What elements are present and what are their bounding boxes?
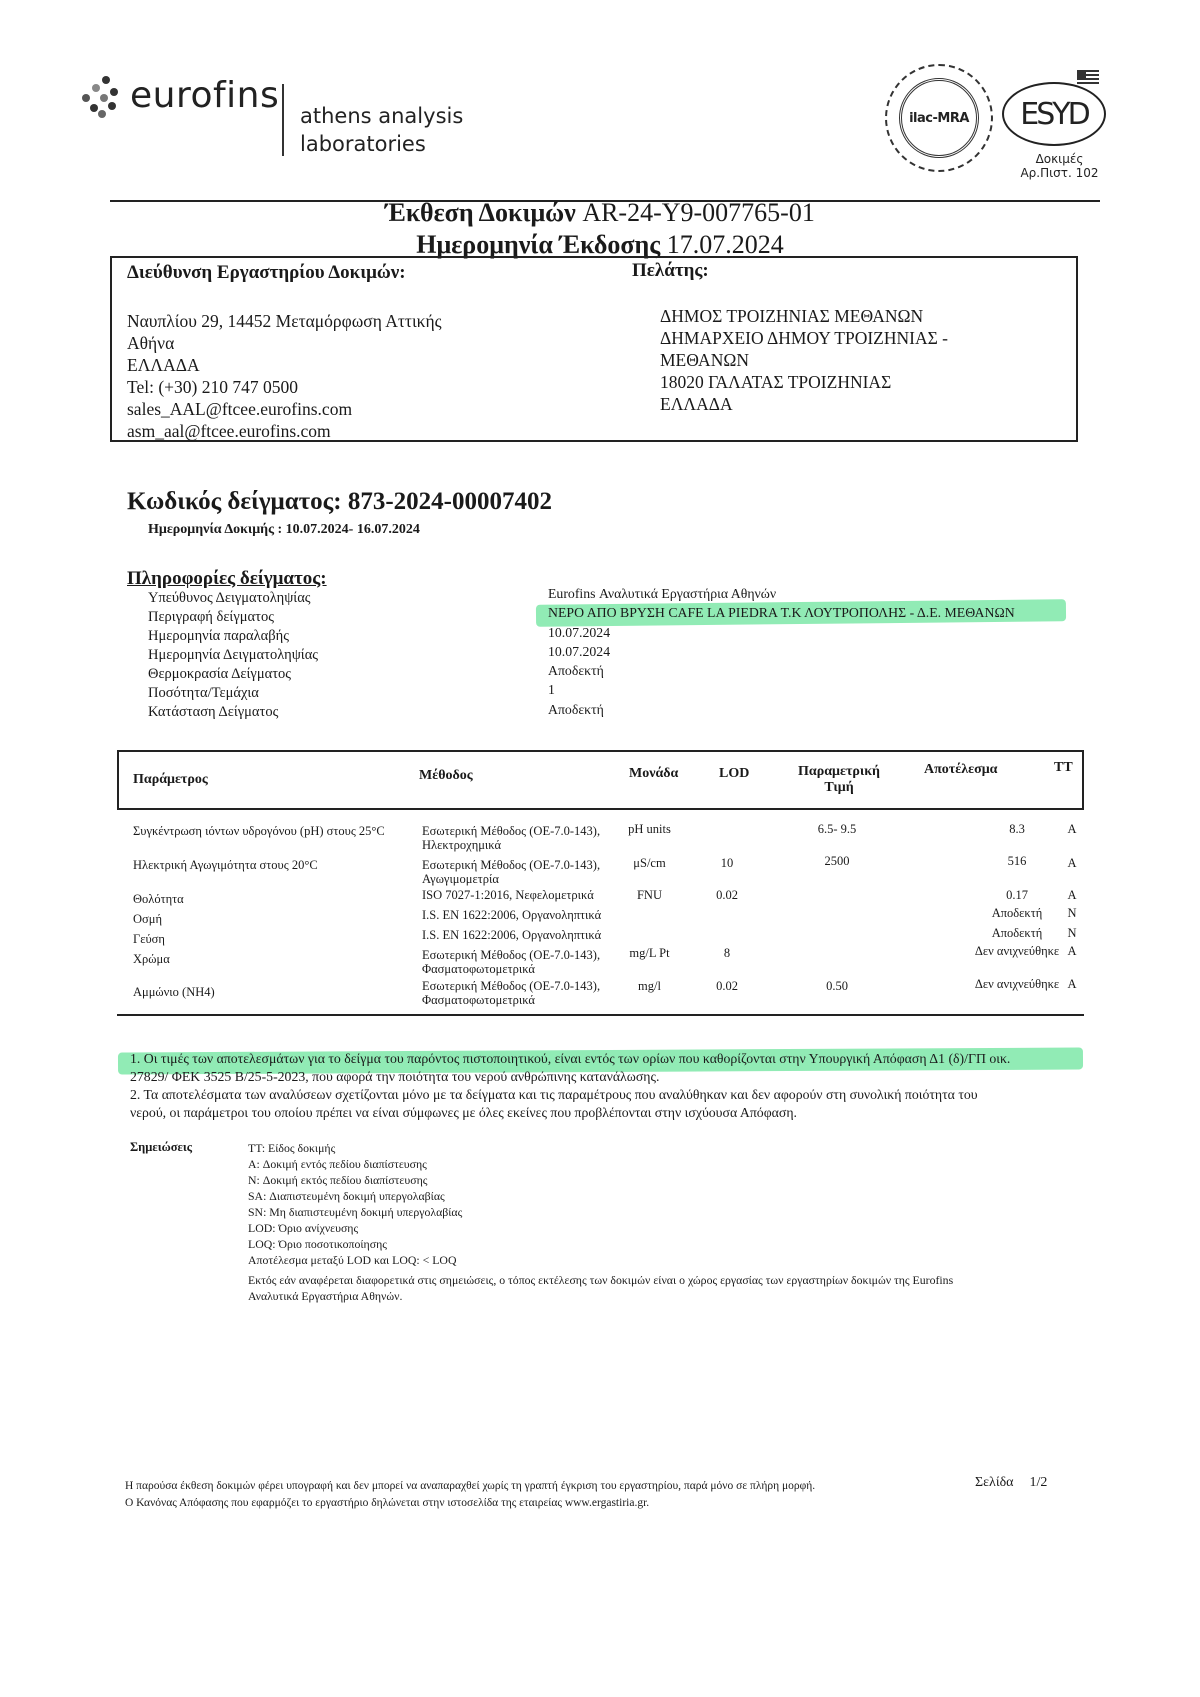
note-2: 2. Τα αποτελέσματα των αναλύσεων σχετίζονται μόνο με τα δείγματα και τις παραμέτρους που αναλύθηκαν και δεν αφορούν στη συνολική ποιότητα του bbox=[130, 1087, 978, 1102]
note-1: 1. Οι τιμές των αποτελεσμάτων για το δείγμα του παρόντος πιστοποιητικού, είναι εντός των ορίων που καθορίζονται στην Υπουργική Απόφαση Δ1 (δ)/ΓΠ οικ. bbox=[130, 1051, 1011, 1066]
lab-email-asm: asm_aal@ftcee.eurofins.com bbox=[127, 421, 331, 441]
report-title: Έκθεση Δοκιμών AR-24-Y9-007765-01 bbox=[385, 198, 815, 227]
col-result: Αποτέλεσμα bbox=[924, 762, 998, 777]
ilac-mra-seal-icon: ilac-MRA bbox=[885, 64, 993, 172]
page-number: Σελίδα 1/2 bbox=[975, 1475, 1048, 1490]
issue-date-line: Ημερομηνία Έκδοσης 17.07.2024 bbox=[416, 230, 784, 259]
col-method: Μέθοδος bbox=[419, 768, 473, 783]
sample-code: Κωδικός δείγματος: 873-2024-00007402 bbox=[127, 488, 552, 515]
remarks-legend: TT: Είδος δοκιμής A: Δοκιμή εντός πεδίου διαπίστευσης N: Δοκιμή εκτός πεδίου διαπίστευσης SA: Διαπιστευμένη δοκιμή υπεργολαβίας SN: Μη διαπιστευμένη δοκιμή υπεργολαβίας LOD: Όριο ανίχνευσης LOQ: Όριο ποσοτικοποίησης Αποτέλεσμα μεταξύ LOD και LOQ: < LOQ bbox=[248, 1141, 463, 1267]
esyd-logo-icon: ESYD bbox=[1002, 82, 1106, 146]
col-param: Παράμετρος bbox=[133, 772, 208, 787]
results-table-header bbox=[117, 750, 1084, 810]
compliance-notes: 1. Οι τιμές των αποτελεσμάτων για το δείγμα του παρόντος πιστοποιητικού, είναι εντός των ορίων που καθορίζονται στην Υπουργική Απόφαση Δ1 (δ)/ΓΠ οικ. 27829/ ΦΕΚ 3525 Β/25-5-2023, που αφορά την ποιότητα του νερού ανθρώπινης κατανάλωσης. 2. Τα αποτελέσματα των αναλύσεων σχετίζονται μόνο με τα δείγματα και τις παραμέτρους που αναλύθηκαν και δεν αφορούν στη συνολική ποιότητα του νερού, οι παράμετροι του οποίου πρέπει να είναι σύμφωνες με όλες εκείνες που προβλέπονται στην ισχύουσα Απόφαση. bbox=[130, 1050, 1090, 1122]
test-date: Ημερομηνία Δοκιμής : 10.07.2024- 16.07.2024 bbox=[148, 522, 420, 537]
col-unit: Μονάδα bbox=[629, 766, 679, 781]
sample-description: ΝΕΡΟ ΑΠΟ ΒΡΥΣΗ CAFE LA PIEDRA Τ.Κ ΛΟΥΤΡΟΠΟΛΗΣ - Δ.Ε. ΜΕΘΑΝΩΝ bbox=[548, 605, 1015, 621]
col-lod: LOD bbox=[719, 766, 750, 781]
eurofins-logo bbox=[80, 72, 279, 118]
footer-disclaimer: Η παρούσα έκθεση δοκιμών φέρει υπογραφή και δεν μπορεί να αναπαραχθεί χωρίς τη γραπτή έγκριση του εργαστηρίου, παρά μόνο σε πλήρη μορφή. Ο Κανόνας Απόφασης που εφαρμόζει το εργαστήριο δηλώνεται στην ιστοσελίδα της εταιρείας www.ergastiria.gr. bbox=[125, 1480, 816, 1509]
logo-divider bbox=[282, 84, 284, 156]
lab-email-sales: sales_AAL@ftcee.eurofins.com bbox=[127, 399, 353, 419]
accreditation-badges bbox=[885, 64, 1115, 184]
col-tt: TT bbox=[1054, 760, 1073, 775]
report-number: AR-24-Y9-007765-01 bbox=[582, 198, 815, 227]
sample-info-heading: Πληροφορίες δείγματος: bbox=[127, 568, 327, 589]
remarks-label: Σημειώσεις bbox=[130, 1140, 192, 1154]
brand-name: eurofins bbox=[130, 74, 280, 116]
col-parametric: Παραμετρική Τιμή bbox=[798, 764, 880, 795]
esyd-caption: Δοκιμές Αρ.Πιστ. 102 bbox=[1020, 152, 1099, 180]
test-location-note: Εκτός εάν αναφέρεται διαφορετικά στις σημειώσεις, ο τόπος εκτέλεσης των δοκιμών είναι ο χώρος εργασίας των εργαστηρίων δοκιμών της Eurofins Αναλυτικά Εργαστήρια Αθηνών. bbox=[248, 1273, 954, 1303]
eurofins-molecule-icon bbox=[80, 72, 122, 118]
issue-date: 17.07.2024 bbox=[666, 230, 784, 259]
sample-info-labels: Υπεύθυνος Δειγματοληψίας Περιγραφή δείγματος Ημερομηνία παραλαβής Ημερομηνία Δειγματοληψίας Θερμοκρασία Δείγματος Ποσότητα/Τεμάχια Κατάσταση Δείγματος bbox=[148, 590, 319, 720]
brand-subtitle: athens analysis laboratories bbox=[300, 104, 464, 156]
lab-address: Ναυπλίου 29, 14452 Μεταμόρφωση Αττικής Αθήνα ΕΛΛΑΔΑ Tel: (+30) 210 747 0500 sales_AAL@ftcee.eurofins.com asm_aal@ftcee.eurofins.com bbox=[127, 311, 442, 441]
table-bottom-rule bbox=[117, 1014, 1084, 1016]
sample-info-values: Eurofins Αναλυτικά Εργαστήρια Αθηνών ΝΕΡΟ ΑΠΟ ΒΡΥΣΗ CAFE LA PIEDRA Τ.Κ ΛΟΥΤΡΟΠΟΛΗΣ - Δ.Ε. ΜΕΘΑΝΩΝ 10.07.2024 10.07.2024 Αποδεκτή 1 Αποδεκτή bbox=[548, 586, 1015, 717]
client-address: ΔΗΜΟΣ ΤΡΟΙΖΗΝΙΑΣ ΜΕΘΑΝΩΝ ΔΗΜΑΡΧΕΙΟ ΔΗΜΟΥ ΤΡΟΙΖΗΝΙΑΣ - ΜΕΘΑΝΩΝ 18020 ΓΑΛΑΤΑΣ ΤΡΟΙΖΗΝΙΑΣ ΕΛΛΑΔΑ bbox=[660, 306, 948, 414]
greek-flag-icon bbox=[1077, 70, 1099, 84]
lab-address-heading: Διεύθυνση Εργαστηρίου Δοκιμών: bbox=[127, 262, 406, 283]
client-heading: Πελάτης: bbox=[632, 260, 709, 281]
